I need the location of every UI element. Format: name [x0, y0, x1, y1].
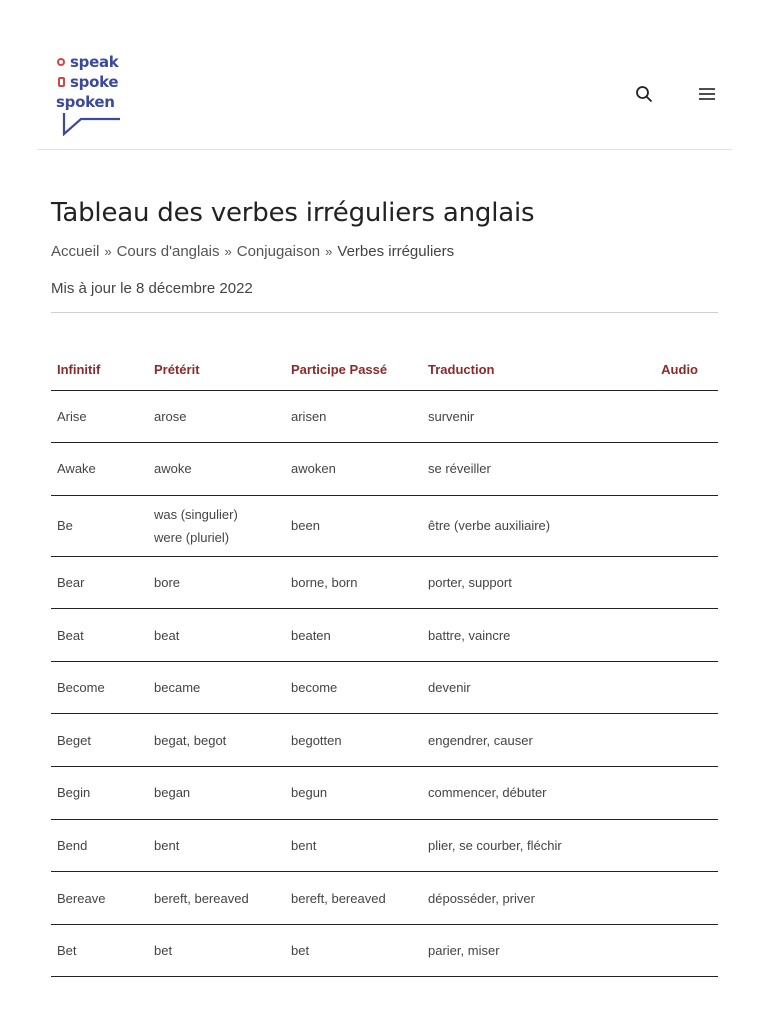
breadcrumb-separator: » [325, 244, 333, 259]
table-body [51, 390, 718, 977]
cell-participe-passe: been [285, 495, 422, 556]
cell-traduction: survenir [422, 390, 632, 443]
table-row [51, 767, 718, 820]
breadcrumb-cours-anglais[interactable]: Cours d'anglais [116, 243, 220, 260]
cell-infinitif: Bereave [51, 872, 148, 925]
cell-audio[interactable] [632, 924, 718, 977]
divider [51, 312, 718, 313]
cell-audio[interactable] [632, 661, 718, 714]
column-header-infinitif: Infinitif [51, 350, 148, 390]
cell-participe-passe: beaten [285, 609, 422, 662]
logo-word-1: speak [70, 53, 119, 71]
breadcrumb-current: Verbes irréguliers [337, 243, 455, 260]
cell-participe-passe: begotten [285, 714, 422, 767]
cell-infinitif: Bear [51, 556, 148, 609]
column-header-traduction: Traduction [422, 350, 632, 390]
cell-audio[interactable] [632, 495, 718, 556]
cell-infinitif: Arise [51, 390, 148, 443]
cell-infinitif: Become [51, 661, 148, 714]
site-logo[interactable] [56, 52, 136, 134]
cell-participe-passe: bereft, bereaved [285, 872, 422, 925]
logo-i-glyph [56, 58, 66, 67]
breadcrumb-home[interactable]: Accueil [51, 243, 100, 260]
column-header-audio: Audio [632, 350, 718, 390]
logo-line-3 [56, 92, 136, 112]
speech-bubble-tail-icon [61, 112, 123, 136]
cell-infinitif: Be [51, 495, 148, 556]
cell-preterit: bereft, bereaved [148, 872, 285, 925]
cell-preterit: bent [148, 819, 285, 872]
cell-traduction: porter, support [422, 556, 632, 609]
cell-participe-passe: begun [285, 767, 422, 820]
cell-preterit: was (singulier) were (pluriel) [148, 495, 285, 556]
cell-preterit: became [148, 661, 285, 714]
column-header-participe-passe: Participe Passé [285, 350, 422, 390]
cell-preterit: awoke [148, 443, 285, 496]
hamburger-menu-icon [699, 87, 715, 101]
cell-traduction: parier, miser [422, 924, 632, 977]
cell-audio[interactable] [632, 714, 718, 767]
cell-infinitif: Beat [51, 609, 148, 662]
cell-traduction: battre, vaincre [422, 609, 632, 662]
cell-participe-passe: bet [285, 924, 422, 977]
cell-preterit: bore [148, 556, 285, 609]
cell-audio[interactable] [632, 609, 718, 662]
breadcrumb [51, 243, 454, 260]
search-icon [635, 85, 653, 103]
cell-preterit: beat [148, 609, 285, 662]
logo-line-1 [56, 52, 136, 72]
cell-traduction: se réveiller [422, 443, 632, 496]
cell-participe-passe: become [285, 661, 422, 714]
cell-traduction: devenir [422, 661, 632, 714]
logo-word-3: spoken [56, 93, 115, 111]
table-header-row [51, 350, 718, 390]
cell-preterit: began [148, 767, 285, 820]
cell-infinitif: Bet [51, 924, 148, 977]
cell-audio[interactable] [632, 390, 718, 443]
cell-participe-passe: borne, born [285, 556, 422, 609]
cell-preterit: begat, begot [148, 714, 285, 767]
cell-preterit: arose [148, 390, 285, 443]
page-title: Tableau des verbes irréguliers anglais [51, 198, 535, 228]
table-row [51, 609, 718, 662]
cell-audio[interactable] [632, 767, 718, 820]
table-row [51, 714, 718, 767]
logo-line-2 [56, 72, 136, 92]
table-row [51, 661, 718, 714]
cell-audio[interactable] [632, 872, 718, 925]
search-button[interactable] [632, 82, 656, 106]
cell-infinitif: Awake [51, 443, 148, 496]
cell-participe-passe: bent [285, 819, 422, 872]
table-row [51, 556, 718, 609]
menu-button[interactable] [695, 82, 719, 106]
cell-traduction: plier, se courber, fléchir [422, 819, 632, 872]
cell-infinitif: Bend [51, 819, 148, 872]
breadcrumb-separator: » [224, 244, 232, 259]
cell-traduction: être (verbe auxiliaire) [422, 495, 632, 556]
cell-infinitif: Begin [51, 767, 148, 820]
cell-audio[interactable] [632, 443, 718, 496]
logo-word-2: spoke [70, 73, 119, 91]
cell-traduction: engendrer, causer [422, 714, 632, 767]
table-row [51, 924, 718, 977]
table-row [51, 819, 718, 872]
column-header-preterit: Prétérit [148, 350, 285, 390]
breadcrumb-conjugaison[interactable]: Conjugaison [236, 243, 321, 260]
cell-traduction: commencer, débuter [422, 767, 632, 820]
table-row [51, 443, 718, 496]
cell-participe-passe: arisen [285, 390, 422, 443]
cell-audio[interactable] [632, 556, 718, 609]
cell-participe-passe: awoken [285, 443, 422, 496]
table-row [51, 495, 718, 556]
table-row [51, 872, 718, 925]
cell-traduction: déposséder, priver [422, 872, 632, 925]
table-row [51, 390, 718, 443]
cell-infinitif: Beget [51, 714, 148, 767]
site-header [37, 38, 732, 150]
irregular-verbs-table [51, 350, 718, 977]
cell-preterit: bet [148, 924, 285, 977]
breadcrumb-separator: » [104, 244, 112, 259]
cell-audio[interactable] [632, 819, 718, 872]
updated-date: Mis à jour le 8 décembre 2022 [51, 280, 253, 297]
